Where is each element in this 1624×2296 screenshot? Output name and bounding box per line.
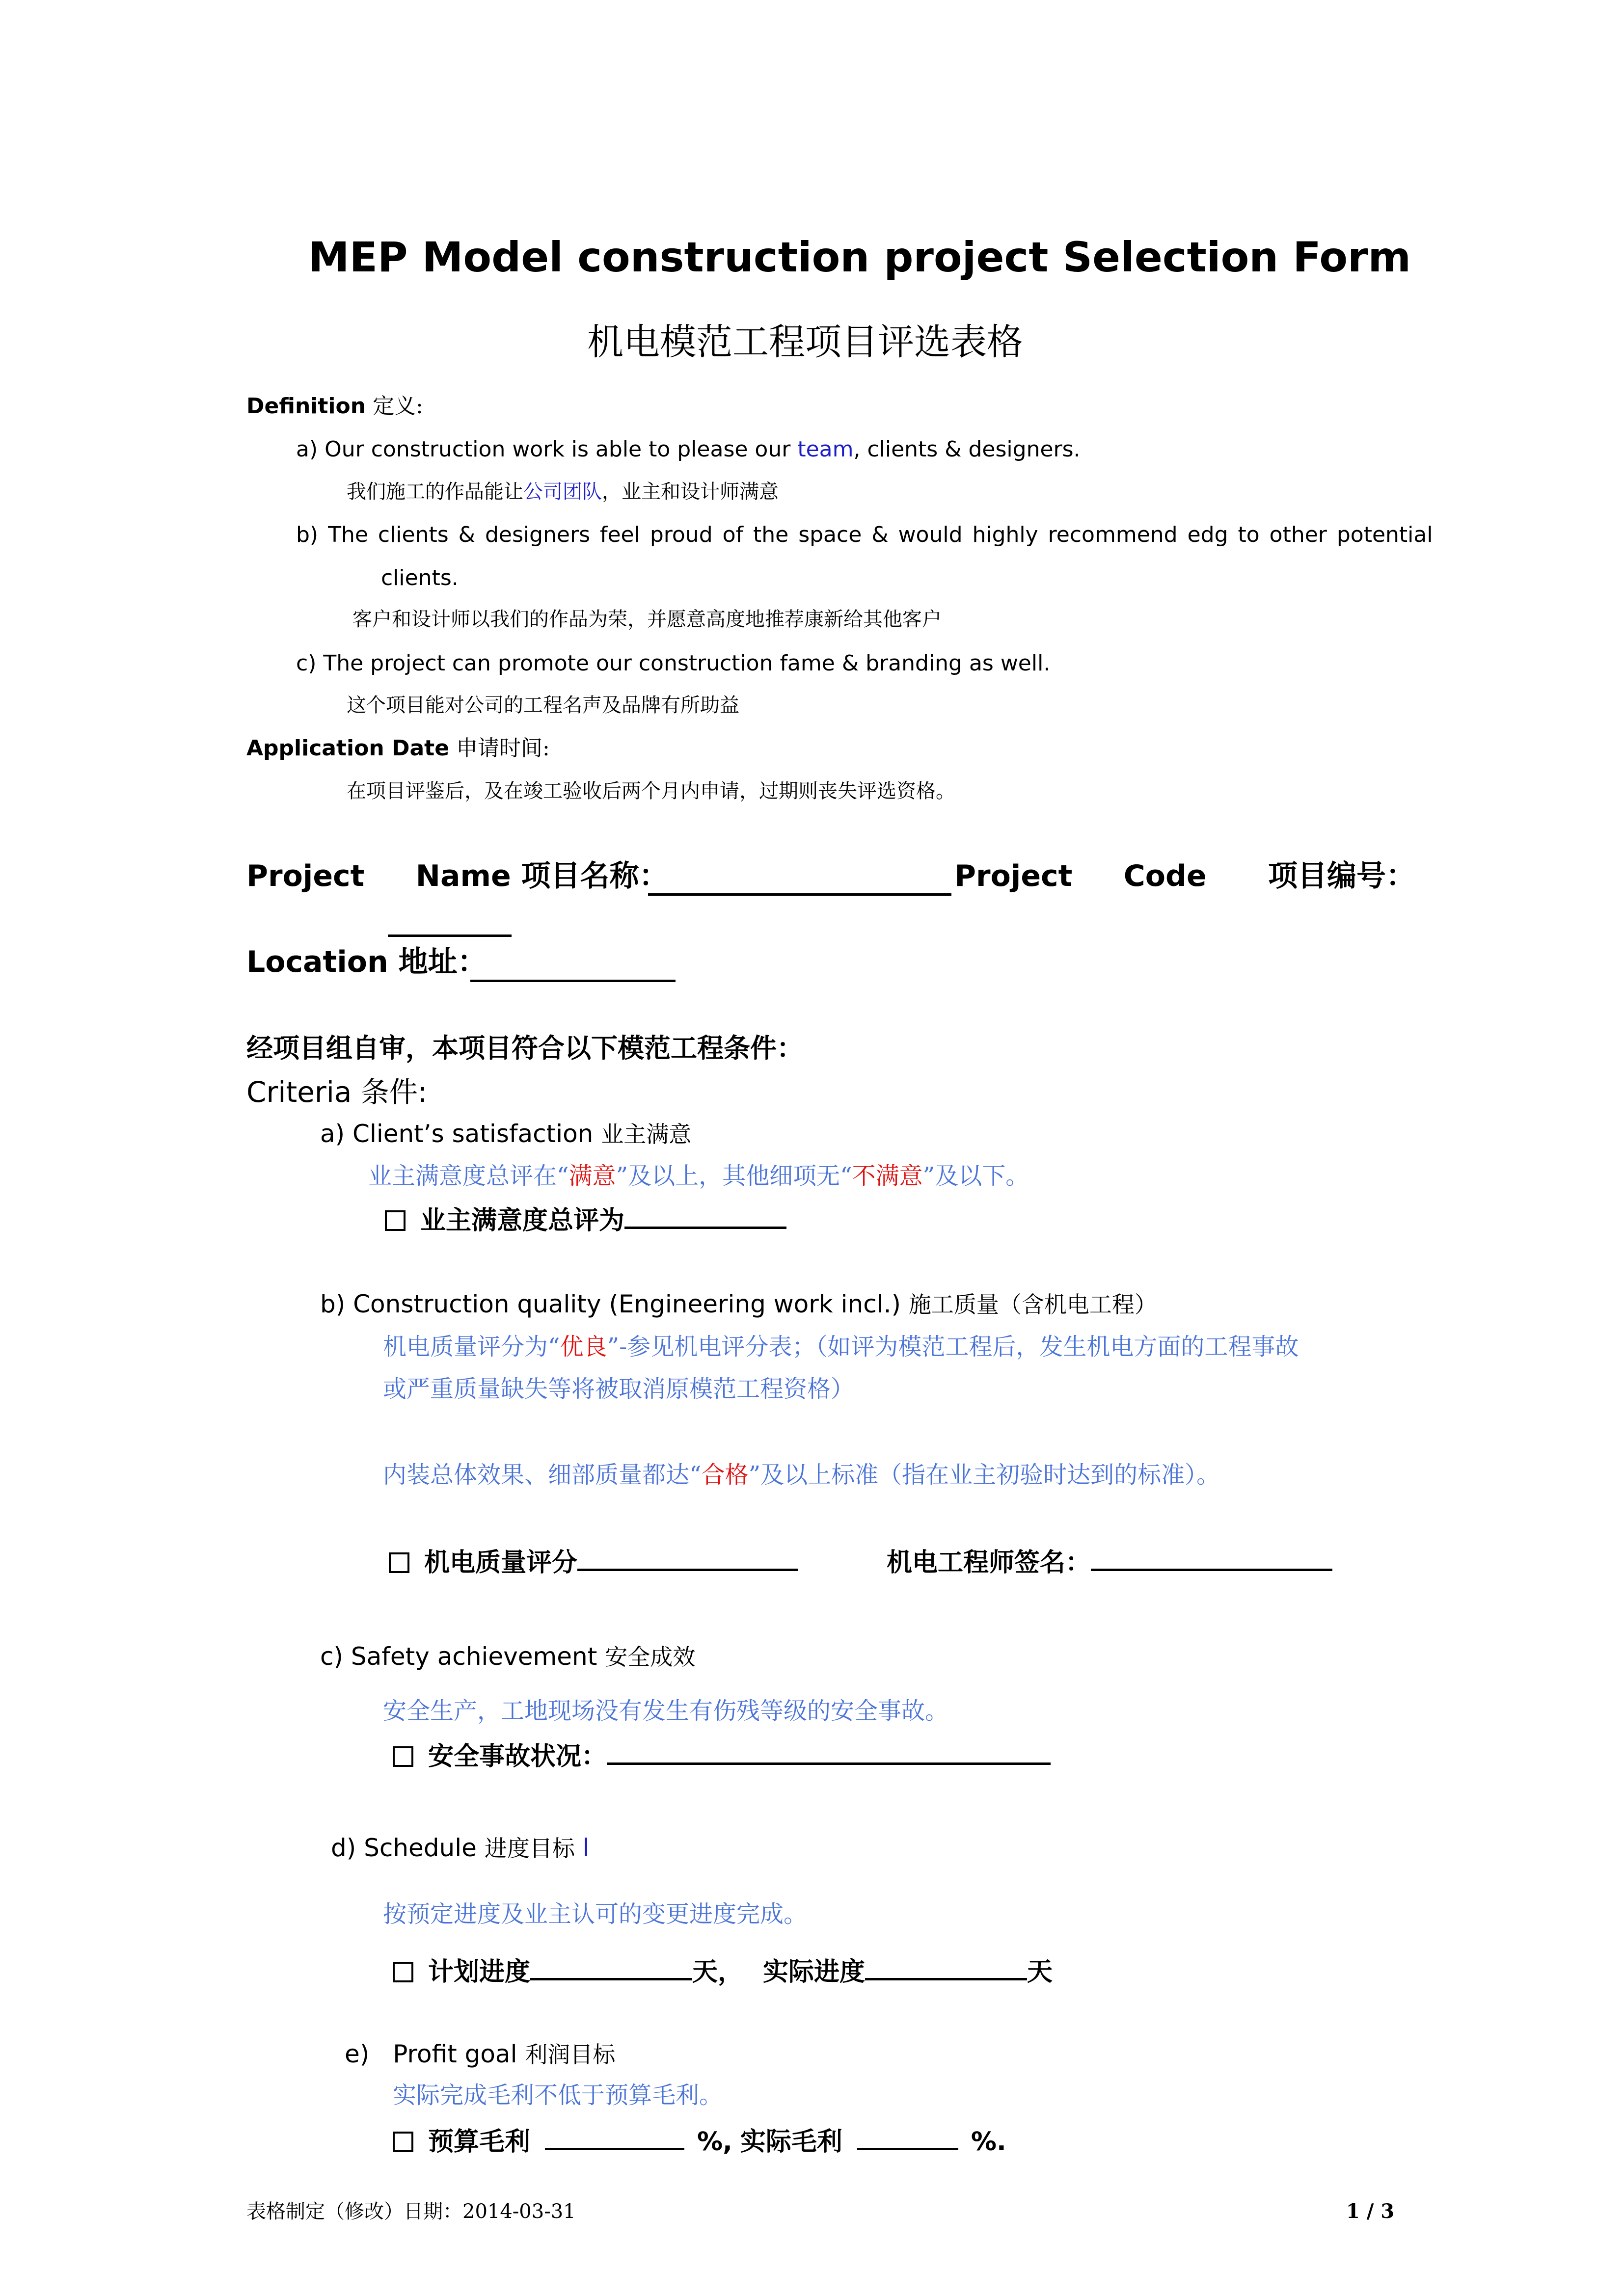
criteria-label: Criteria 条件: [246, 1075, 428, 1109]
criteria-b-note1 [383, 1335, 1299, 1359]
definition-b-line2: clients. [381, 565, 459, 590]
criteria-a-field[interactable] [624, 1205, 786, 1229]
project-code-field[interactable] [388, 913, 512, 937]
criteria-a-check [385, 1205, 786, 1233]
application-label-en: Application Date [246, 736, 450, 761]
criteria-b-note1-b: ”-参见机电评分表；（如评为模范工程后，发生机电方面的工程事故 [607, 1333, 1299, 1361]
application-label-cn: 申请时间: [456, 736, 550, 761]
criteria-e-actual-field[interactable] [857, 2126, 958, 2150]
criteria-a-title-cn: 业主满意 [601, 1121, 692, 1148]
form-title-en: MEP Model construction project Selection Form [308, 233, 1411, 281]
definition-a-cn-suffix: ，业主和设计师满意 [602, 481, 779, 503]
criteria-b-check2 [887, 1547, 1332, 1575]
criteria-e-pct2: %. [971, 2127, 1006, 2157]
criteria-b-note1-red: 优良 [560, 1333, 607, 1361]
criteria-d-day1: 天， [692, 1957, 744, 1987]
location-field[interactable] [470, 955, 676, 982]
checkbox[interactable] [393, 2132, 413, 2152]
criteria-c-title-cn: 安全成效 [605, 1644, 696, 1670]
criteria-d-note: 按预定进度及业主认可的变更进度完成。 [383, 1900, 808, 1928]
form-title-cn: 机电模范工程项目评选表格 [587, 321, 1023, 363]
criteria-a-note-2: ”及以上，其他细项无“ [616, 1162, 852, 1190]
criteria-c-field[interactable] [607, 1741, 1051, 1765]
criteria-d-check2-label: 实际进度 [763, 1957, 866, 1987]
criteria-b-note1-line2: 或严重质量缺失等将被取消原模范工程资格） [383, 1375, 855, 1403]
definition-a-prefix: a) Our construction work is able to please our [296, 437, 798, 462]
criteria-b-title-cn: 施工质量（含机电工程） [908, 1291, 1157, 1318]
definition-label-en: Definition [246, 394, 366, 419]
criteria-a-note-red1: 满意 [568, 1162, 616, 1190]
criteria-d-planned-field[interactable] [530, 1956, 692, 1980]
criteria-e-title-en: Profit goal [393, 2040, 517, 2068]
checkbox[interactable] [393, 1746, 413, 1767]
criteria-c-note: 安全生产，工地现场没有发生有伤残等级的安全事故。 [383, 1697, 949, 1725]
footer-page-number: 1 / 3 [1346, 2200, 1395, 2223]
definition-c-cn: 这个项目能对公司的工程名声及品牌有所助益 [347, 694, 739, 717]
criteria-a-note-3: ”及以下。 [922, 1162, 1029, 1190]
criteria-d-day2: 天 [1027, 1957, 1053, 1987]
criteria-b-title [320, 1292, 1157, 1316]
criteria-a-title [320, 1121, 691, 1146]
definition-a-cn [347, 482, 779, 502]
criteria-e-check2-label: 实际毛利 [740, 2127, 842, 2157]
criteria-b-note2-a: 内装总体效果、细部质量都达“ [383, 1461, 702, 1489]
definition-a-suffix: , clients & designers. [853, 437, 1081, 462]
criteria-d-mark: l [582, 1834, 590, 1862]
checkbox[interactable] [385, 1210, 406, 1231]
definition-a-cn-prefix: 我们施工的作品能让 [347, 481, 523, 503]
criteria-e-title-cn: 利润目标 [525, 2041, 616, 2068]
criteria-e-check1-label: 预算毛利 [428, 2127, 531, 2157]
definition-b-cn: 客户和设计师以我们的作品为荣，并愿意高度地推荐康新给其他客户 [352, 608, 942, 631]
criteria-d-check1-label: 计划进度 [428, 1957, 531, 1987]
criteria-b-note2 [383, 1463, 1220, 1487]
checkbox[interactable] [393, 1962, 413, 1982]
criteria-a-check-label: 业主满意度总评为 [420, 1205, 625, 1235]
criteria-b-score-field[interactable] [577, 1547, 798, 1571]
criteria-d-actual-field[interactable] [865, 1956, 1027, 1980]
criteria-c-title-en: c) Safety achievement [320, 1642, 597, 1671]
criteria-d-title [331, 1836, 590, 1860]
criteria-b-signature-field[interactable] [1091, 1547, 1332, 1571]
project-name-label: Project Name 项目名称： [246, 859, 669, 893]
criteria-e-note: 实际完成毛利不低于预算毛利。 [393, 2082, 723, 2109]
criteria-a-title-en: a) Client’s satisfaction [320, 1120, 594, 1148]
criteria-b-check1 [389, 1547, 798, 1575]
definition-c: c) The project can promote our construction fame & branding as well. [296, 651, 1051, 676]
criteria-c-check [393, 1741, 1051, 1769]
criteria-b-check1-label: 机电质量评分 [424, 1548, 578, 1577]
criteria-d-title-cn: 进度目标 [484, 1835, 575, 1862]
application-label [246, 738, 550, 759]
location-label: Location 地址： [246, 945, 487, 979]
criteria-intro: 经项目组自审，本项目符合以下模范工程条件： [246, 1032, 803, 1064]
criteria-b-note2-red: 合格 [701, 1461, 749, 1489]
definition-a-cn-team: 公司团队 [523, 481, 602, 503]
criteria-e-title [345, 2042, 615, 2066]
definition-a-team: team [797, 437, 854, 462]
definition-label [246, 396, 423, 417]
definition-b-line1: b) The clients & designers feel proud of the space & would highly recommend edg to other potential [296, 522, 1433, 547]
project-code-label: Project Code 项目编号： [954, 859, 1415, 893]
definition-label-cn: 定义: [373, 394, 423, 419]
criteria-a-note-1: 业主满意度总评在“ [368, 1162, 569, 1190]
criteria-e-check [393, 2126, 1006, 2155]
criteria-d-title-en: d) Schedule [331, 1834, 477, 1862]
application-text: 在项目评鉴后，及在竣工验收后两个月内申请，过期则丧失评选资格。 [347, 780, 955, 802]
criteria-a-note-red2: 不满意 [852, 1162, 923, 1190]
footer-revision-date: 表格制定（修改）日期：2014-03-31 [246, 2200, 576, 2223]
criteria-c-title [320, 1644, 695, 1669]
checkbox[interactable] [389, 1552, 409, 1573]
project-name-field[interactable] [648, 869, 951, 896]
criteria-e-budget-field[interactable] [545, 2126, 684, 2150]
criteria-c-check-label: 安全事故状况： [428, 1741, 607, 1771]
criteria-d-check [393, 1956, 1053, 1985]
criteria-e-title-prefix: e) [345, 2040, 370, 2068]
criteria-b-title-en: b) Construction quality (Engineering work incl.) [320, 1290, 901, 1318]
criteria-a-note [368, 1164, 1029, 1188]
criteria-e-pct1: %, [697, 2127, 732, 2157]
criteria-b-note2-b: ”及以上标准（指在业主初验时达到的标准）。 [748, 1461, 1220, 1489]
criteria-b-check2-label: 机电工程师签名： [887, 1548, 1091, 1577]
criteria-b-note1-a: 机电质量评分为“ [383, 1333, 560, 1361]
definition-a [296, 439, 1081, 460]
